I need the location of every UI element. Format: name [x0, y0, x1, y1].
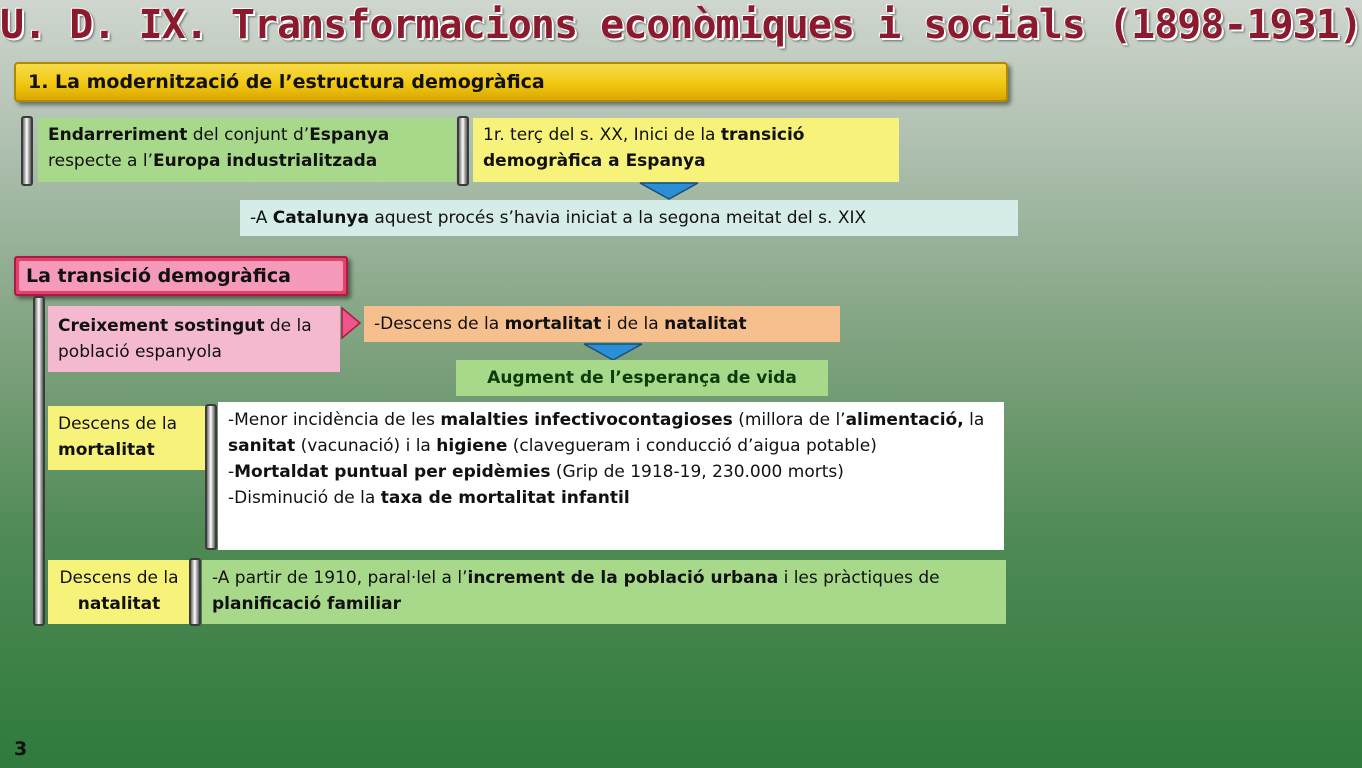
text-bold: Mortaldat puntual per epidèmies	[234, 462, 551, 482]
section-header-demographic-transition	[14, 256, 348, 296]
text-bold: mortalitat	[58, 440, 155, 460]
text-bold: mortalitat	[504, 314, 602, 334]
text-bold: Creixement sostingut	[58, 316, 265, 336]
text: -Descens de la	[374, 314, 505, 334]
mortality-line-3	[228, 485, 994, 511]
text: la	[963, 410, 985, 430]
text-bold: Catalunya	[272, 208, 369, 228]
text-bold: transició demogràfica a Espanya	[483, 125, 805, 171]
note-catalonia	[240, 200, 1018, 236]
pillar-decoration	[189, 558, 201, 626]
box-natality-label	[48, 560, 190, 624]
section-header-demographic-modernization: 1. La modernització de l’estructura demogràfica	[14, 62, 1008, 102]
text-bold: sanitat	[228, 436, 296, 456]
box-mortality-label	[48, 406, 206, 470]
text: (Grip de 1918-19, 230.000 morts)	[550, 462, 844, 482]
text: -A partir de 1910, paral·lel a l’	[212, 568, 468, 588]
text: 1r. terç del s. XX, Inici de la	[483, 125, 721, 145]
text: -	[228, 462, 235, 482]
text-bold: taxa de mortalitat infantil	[380, 488, 630, 508]
text: i les pràctiques de	[778, 568, 940, 588]
text-bold: Augment de l’esperança de vida	[487, 368, 797, 388]
box-demographic-transition-start	[473, 118, 899, 182]
text-bold: natalitat	[77, 594, 161, 614]
text: Descens de la	[58, 414, 178, 434]
text-bold: alimentació,	[845, 410, 964, 430]
box-natality-causes	[202, 560, 1006, 624]
text: (millora de l’	[732, 410, 846, 430]
text-bold: planificació familiar	[212, 594, 401, 614]
text: respecte a l’	[48, 151, 154, 171]
pillar-decoration	[21, 116, 33, 186]
text-bold: higiene	[436, 436, 508, 456]
box-mortality-causes	[218, 402, 1004, 550]
text: i de la	[601, 314, 665, 334]
text: -Disminució de la	[228, 488, 381, 508]
slide-title: U. D. IX. Transformacions econòmiques i socials (1898-1931)	[0, 2, 1362, 48]
text-bold: malalties infectivocontagioses	[440, 410, 733, 430]
mortality-line-1	[228, 407, 994, 459]
mortality-line-2	[228, 459, 994, 485]
text: -Menor incidència de les	[228, 410, 441, 430]
box-backwardness	[38, 118, 456, 182]
text-bold: Europa industrialitzada	[153, 151, 378, 171]
arrow-down-icon	[638, 181, 700, 201]
box-life-expectancy	[456, 360, 828, 396]
pillar-decoration	[457, 116, 469, 186]
text-bold: increment de la població urbana	[467, 568, 779, 588]
text-bold: Endarreriment	[48, 125, 188, 145]
text: (clavegueram i conducció d’aigua potable)	[507, 436, 877, 456]
text: aquest procés s’havia iniciat a la segona meitat del s. XIX	[368, 208, 867, 228]
text: (vacunació) i la	[295, 436, 437, 456]
box-sustained-growth	[48, 306, 340, 372]
box-decline-mortality-natality	[364, 306, 840, 342]
text: Descens de la	[59, 568, 179, 588]
text: de la població espanyola	[58, 316, 312, 362]
arrow-down-icon	[582, 342, 644, 362]
text-bold: natalitat	[664, 314, 747, 334]
pillar-decoration	[205, 404, 217, 550]
text: del conjunt d’	[187, 125, 310, 145]
text: -A	[250, 208, 273, 228]
arrow-right-icon	[340, 304, 364, 342]
page-number: 3	[14, 738, 28, 760]
section-header-label: La transició demogràfica	[26, 265, 291, 287]
text-bold: Espanya	[309, 125, 390, 145]
pillar-decoration	[33, 296, 45, 626]
